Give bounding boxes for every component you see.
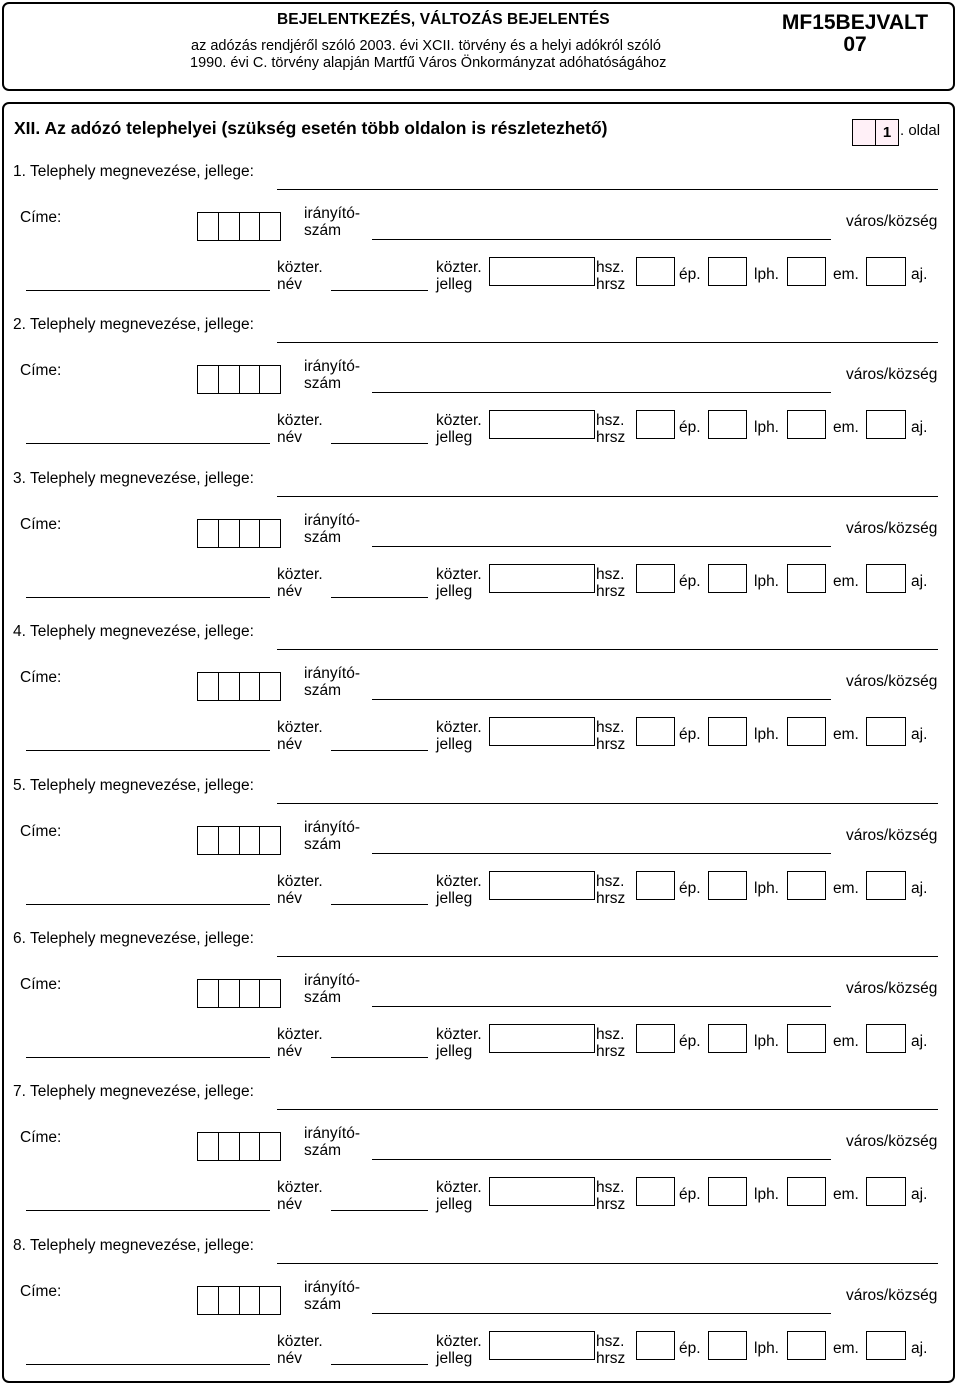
city-input[interactable] xyxy=(372,1159,831,1160)
street-type-label-line-1: közter. xyxy=(436,1179,482,1196)
zip-label-line-1: irányító- xyxy=(304,665,360,682)
house-number-label xyxy=(596,873,625,907)
zip-label-line-1: irányító- xyxy=(304,819,360,836)
stairway-label: lph. xyxy=(754,419,779,436)
door-label: aj. xyxy=(911,266,928,283)
door-label: aj. xyxy=(911,419,928,436)
city-label: város/község xyxy=(846,673,938,690)
street-name-label-line-2: név xyxy=(277,736,302,753)
address-label: Címe: xyxy=(20,1283,62,1300)
street-type-label xyxy=(436,1179,482,1213)
zip-code-boxes xyxy=(197,212,280,241)
building-label: ép. xyxy=(679,573,701,590)
street-name-label-line-1: közter. xyxy=(277,1179,323,1196)
zip-digit-box[interactable] xyxy=(259,1286,281,1315)
street-type-input[interactable] xyxy=(331,1364,428,1365)
site-title: 8. Telephely megnevezése, jellege: xyxy=(13,1237,254,1254)
zip-label xyxy=(304,205,360,239)
zip-digit-box[interactable] xyxy=(259,212,281,241)
house-number-label-line-2: hrsz xyxy=(596,1196,626,1213)
house-number-box[interactable] xyxy=(489,1177,595,1206)
door-label: aj. xyxy=(911,726,928,743)
street-name-label xyxy=(277,566,323,600)
zip-label-line-2: szám xyxy=(304,682,342,699)
address-label: Címe: xyxy=(20,976,62,993)
house-number-box[interactable] xyxy=(489,257,595,286)
stairway-label: lph. xyxy=(754,573,779,590)
house-number-box[interactable] xyxy=(489,717,595,746)
stairway-box[interactable] xyxy=(708,410,747,439)
house-number-label xyxy=(596,259,625,293)
street-name-label-line-2: név xyxy=(277,276,302,293)
zip-digit-box[interactable] xyxy=(239,1286,261,1315)
site-block-3 xyxy=(0,470,960,620)
house-number-label-line-1: hsz. xyxy=(596,259,625,276)
building-label: ép. xyxy=(679,880,701,897)
city-label: város/község xyxy=(846,366,938,383)
floor-label: em. xyxy=(833,1033,859,1050)
address-label: Címe: xyxy=(20,362,62,379)
zip-digit-box[interactable] xyxy=(197,1132,219,1161)
address-label: Címe: xyxy=(20,516,62,533)
zip-digit-box[interactable] xyxy=(239,365,261,394)
form-code-text: MF15BEJVALT xyxy=(781,11,929,34)
zip-digit-box[interactable] xyxy=(239,826,261,855)
street-type-input[interactable] xyxy=(331,1210,428,1211)
zip-label-line-1: irányító- xyxy=(304,358,360,375)
street-name-label-line-2: név xyxy=(277,890,302,907)
house-number-label-line-1: hsz. xyxy=(596,566,625,583)
street-name-label-line-2: név xyxy=(277,1350,302,1367)
site-name-input[interactable] xyxy=(277,803,938,804)
house-number-label-line-1: hsz. xyxy=(596,719,625,736)
site-block-2 xyxy=(0,316,960,466)
zip-digit-box[interactable] xyxy=(218,826,240,855)
house-number-label xyxy=(596,412,625,446)
stairway-label: lph. xyxy=(754,1340,779,1357)
street-name-label xyxy=(277,873,323,907)
door-box[interactable] xyxy=(866,871,906,900)
floor-box[interactable] xyxy=(787,257,826,286)
street-name-label xyxy=(277,1333,323,1367)
zip-label-line-1: irányító- xyxy=(304,205,360,222)
house-number-label-line-2: hrsz xyxy=(596,583,626,600)
house-number-label-line-2: hrsz xyxy=(596,1350,626,1367)
site-name-input[interactable] xyxy=(277,1263,938,1264)
street-type-label-line-1: közter. xyxy=(436,1333,482,1350)
street-name-input[interactable] xyxy=(26,904,270,905)
building-label: ép. xyxy=(679,1340,701,1357)
zip-label-line-1: irányító- xyxy=(304,1125,360,1142)
zip-label xyxy=(304,512,360,546)
building-label: ép. xyxy=(679,1186,701,1203)
zip-label-line-2: szám xyxy=(304,989,342,1006)
zip-label xyxy=(304,1279,360,1313)
zip-code-boxes xyxy=(197,826,280,855)
street-type-input[interactable] xyxy=(331,750,428,751)
door-box[interactable] xyxy=(866,1024,906,1053)
city-label: város/község xyxy=(846,980,938,997)
zip-label-line-2: szám xyxy=(304,222,342,239)
floor-box[interactable] xyxy=(787,1024,826,1053)
street-type-input[interactable] xyxy=(331,1057,428,1058)
address-label: Címe: xyxy=(20,823,62,840)
zip-digit-box[interactable] xyxy=(259,826,281,855)
stairway-box[interactable] xyxy=(708,1331,747,1360)
street-type-label-line-2: jelleg xyxy=(436,1350,473,1367)
city-input[interactable] xyxy=(372,1313,831,1314)
house-number-label-line-1: hsz. xyxy=(596,873,625,890)
zip-digit-box[interactable] xyxy=(239,519,261,548)
street-type-input[interactable] xyxy=(331,443,428,444)
zip-digit-box[interactable] xyxy=(218,672,240,701)
zip-digit-box[interactable] xyxy=(259,365,281,394)
site-name-input[interactable] xyxy=(277,956,938,957)
street-name-input[interactable] xyxy=(26,597,270,598)
zip-label-line-2: szám xyxy=(304,1296,342,1313)
floor-box[interactable] xyxy=(787,871,826,900)
stairway-label: lph. xyxy=(754,1033,779,1050)
site-title: 1. Telephely megnevezése, jellege: xyxy=(13,163,254,180)
stairway-box[interactable] xyxy=(708,717,747,746)
address-label: Címe: xyxy=(20,209,62,226)
house-number-box[interactable] xyxy=(489,871,595,900)
door-box[interactable] xyxy=(866,257,906,286)
site-name-input[interactable] xyxy=(277,1109,938,1110)
address-label: Címe: xyxy=(20,1129,62,1146)
site-title: 7. Telephely megnevezése, jellege: xyxy=(13,1083,254,1100)
zip-digit-box[interactable] xyxy=(239,1132,261,1161)
zip-label xyxy=(304,358,360,392)
street-type-label-line-2: jelleg xyxy=(436,890,473,907)
house-number-label xyxy=(596,1026,625,1060)
zip-digit-box[interactable] xyxy=(218,1286,240,1315)
zip-label-line-2: szám xyxy=(304,1142,342,1159)
floor-box[interactable] xyxy=(787,564,826,593)
zip-label-line-1: irányító- xyxy=(304,1279,360,1296)
zip-digit-box[interactable] xyxy=(197,519,219,548)
house-number-box[interactable] xyxy=(489,1024,595,1053)
street-type-label xyxy=(436,412,482,446)
page-number-box-1[interactable] xyxy=(852,119,876,146)
door-box[interactable] xyxy=(866,717,906,746)
zip-digit-box[interactable] xyxy=(218,212,240,241)
door-label: aj. xyxy=(911,1186,928,1203)
building-label: ép. xyxy=(679,266,701,283)
house-number-label-line-2: hrsz xyxy=(596,736,626,753)
zip-digit-box[interactable] xyxy=(218,1132,240,1161)
door-box[interactable] xyxy=(866,410,906,439)
zip-label-line-1: irányító- xyxy=(304,972,360,989)
street-name-input[interactable] xyxy=(26,1057,270,1058)
city-label: város/község xyxy=(846,520,938,537)
street-type-input[interactable] xyxy=(331,904,428,905)
form-title: BEJELENTKEZÉS, VÁLTOZÁS BEJELENTÉS xyxy=(277,11,610,28)
floor-box[interactable] xyxy=(787,1331,826,1360)
site-block-8 xyxy=(0,1237,960,1387)
zip-label-line-2: szám xyxy=(304,375,342,392)
site-title: 6. Telephely megnevezése, jellege: xyxy=(13,930,254,947)
zip-digit-box[interactable] xyxy=(239,212,261,241)
street-name-label-line-1: közter. xyxy=(277,1026,323,1043)
floor-label: em. xyxy=(833,726,859,743)
zip-code-boxes xyxy=(197,1132,280,1161)
building-label: ép. xyxy=(679,419,701,436)
site-block-7 xyxy=(0,1083,960,1233)
zip-label xyxy=(304,665,360,699)
city-input[interactable] xyxy=(372,546,831,547)
site-title: 3. Telephely megnevezése, jellege: xyxy=(13,470,254,487)
legal-basis-line-2: 1990. évi C. törvény alapján Martfű Város Önkormányzat adóhatóságához xyxy=(190,55,667,71)
zip-code-boxes xyxy=(197,672,280,701)
street-type-label-line-1: közter. xyxy=(436,412,482,429)
zip-digit-box[interactable] xyxy=(239,979,261,1008)
street-name-input[interactable] xyxy=(26,443,270,444)
site-name-input[interactable] xyxy=(277,496,938,497)
form-number: 07 xyxy=(843,33,867,56)
house-number-box[interactable] xyxy=(489,1331,595,1360)
floor-label: em. xyxy=(833,880,859,897)
door-label: aj. xyxy=(911,1340,928,1357)
floor-box[interactable] xyxy=(787,410,826,439)
street-name-label-line-1: közter. xyxy=(277,719,323,736)
street-name-label-line-1: közter. xyxy=(277,259,323,276)
street-name-label xyxy=(277,412,323,446)
street-type-label-line-1: közter. xyxy=(436,719,482,736)
street-type-label xyxy=(436,1333,482,1367)
house-number-label xyxy=(596,1333,625,1367)
zip-digit-box[interactable] xyxy=(259,979,281,1008)
stairway-box[interactable] xyxy=(708,1177,747,1206)
house-number-label-line-1: hsz. xyxy=(596,1179,625,1196)
house-number-label-line-2: hrsz xyxy=(596,429,626,446)
site-name-input[interactable] xyxy=(277,342,938,343)
form-code xyxy=(780,12,930,56)
street-name-label xyxy=(277,1179,323,1213)
street-name-label xyxy=(277,719,323,753)
zip-digit-box[interactable] xyxy=(218,519,240,548)
stairway-label: lph. xyxy=(754,726,779,743)
zip-digit-box[interactable] xyxy=(197,365,219,394)
zip-digit-box[interactable] xyxy=(259,1132,281,1161)
street-name-label xyxy=(277,259,323,293)
legal-basis-line-1: az adózás rendjéről szóló 2003. évi XCII. törvény és a helyi adókról szóló xyxy=(191,38,661,54)
house-number-label-line-2: hrsz xyxy=(596,890,626,907)
house-number-label-line-2: hrsz xyxy=(596,1043,626,1060)
zip-label-line-2: szám xyxy=(304,836,342,853)
floor-label: em. xyxy=(833,266,859,283)
street-name-label-line-1: közter. xyxy=(277,873,323,890)
building-box[interactable] xyxy=(636,871,675,900)
stairway-label: lph. xyxy=(754,266,779,283)
street-type-label-line-2: jelleg xyxy=(436,736,473,753)
city-input[interactable] xyxy=(372,853,831,854)
house-number-box[interactable] xyxy=(489,564,595,593)
site-block-5 xyxy=(0,777,960,927)
stairway-label: lph. xyxy=(754,1186,779,1203)
house-number-label xyxy=(596,566,625,600)
site-block-4 xyxy=(0,623,960,773)
street-name-input[interactable] xyxy=(26,1364,270,1365)
street-type-input[interactable] xyxy=(331,290,428,291)
zip-code-boxes xyxy=(197,519,280,548)
street-type-label-line-1: közter. xyxy=(436,1026,482,1043)
door-box[interactable] xyxy=(866,564,906,593)
street-name-input[interactable] xyxy=(26,750,270,751)
floor-label: em. xyxy=(833,419,859,436)
zip-digit-box[interactable] xyxy=(197,979,219,1008)
floor-label: em. xyxy=(833,573,859,590)
street-name-label-line-1: közter. xyxy=(277,412,323,429)
city-input[interactable] xyxy=(372,239,831,240)
zip-digit-box[interactable] xyxy=(197,826,219,855)
street-type-label-line-1: közter. xyxy=(436,259,482,276)
door-label: aj. xyxy=(911,1033,928,1050)
street-name-label-line-1: közter. xyxy=(277,566,323,583)
door-label: aj. xyxy=(911,573,928,590)
street-type-label-line-1: közter. xyxy=(436,873,482,890)
stairway-box[interactable] xyxy=(708,257,747,286)
zip-digit-box[interactable] xyxy=(239,672,261,701)
zip-digit-box[interactable] xyxy=(259,519,281,548)
city-label: város/község xyxy=(846,1133,938,1150)
street-name-input[interactable] xyxy=(26,1210,270,1211)
door-label: aj. xyxy=(911,880,928,897)
building-box[interactable] xyxy=(636,1024,675,1053)
zip-digit-box[interactable] xyxy=(197,212,219,241)
street-name-label-line-2: név xyxy=(277,429,302,446)
street-name-label-line-1: közter. xyxy=(277,1333,323,1350)
street-type-label-line-2: jelleg xyxy=(436,276,473,293)
building-box[interactable] xyxy=(636,717,675,746)
site-block-1 xyxy=(0,163,960,313)
zip-digit-box[interactable] xyxy=(197,1286,219,1315)
house-number-box[interactable] xyxy=(489,410,595,439)
house-number-label-line-1: hsz. xyxy=(596,1333,625,1350)
street-type-label xyxy=(436,1026,482,1060)
street-name-label-line-2: név xyxy=(277,1043,302,1060)
site-name-input[interactable] xyxy=(277,189,938,190)
building-box[interactable] xyxy=(636,410,675,439)
city-input[interactable] xyxy=(372,1006,831,1007)
zip-digit-box[interactable] xyxy=(259,672,281,701)
house-number-label xyxy=(596,719,625,753)
door-box[interactable] xyxy=(866,1331,906,1360)
street-type-label xyxy=(436,873,482,907)
door-box[interactable] xyxy=(866,1177,906,1206)
stairway-box[interactable] xyxy=(708,1024,747,1053)
floor-label: em. xyxy=(833,1186,859,1203)
house-number-label-line-1: hsz. xyxy=(596,1026,625,1043)
zip-code-boxes xyxy=(197,365,280,394)
city-label: város/község xyxy=(846,1287,938,1304)
house-number-label-line-1: hsz. xyxy=(596,412,625,429)
floor-label: em. xyxy=(833,1340,859,1357)
zip-digit-box[interactable] xyxy=(197,672,219,701)
site-title: 4. Telephely megnevezése, jellege: xyxy=(13,623,254,640)
site-block-6 xyxy=(0,930,960,1080)
street-type-label-line-2: jelleg xyxy=(436,1196,473,1213)
page-suffix: . oldal xyxy=(900,122,941,139)
floor-box[interactable] xyxy=(787,1177,826,1206)
street-type-label xyxy=(436,566,482,600)
stairway-box[interactable] xyxy=(708,564,747,593)
zip-digit-box[interactable] xyxy=(218,365,240,394)
zip-label-line-1: irányító- xyxy=(304,512,360,529)
stairway-box[interactable] xyxy=(708,871,747,900)
building-box[interactable] xyxy=(636,1177,675,1206)
floor-box[interactable] xyxy=(787,717,826,746)
house-number-label xyxy=(596,1179,625,1213)
street-name-label-line-2: név xyxy=(277,1196,302,1213)
zip-label xyxy=(304,972,360,1006)
section-title: XII. Az adózó telephelyei (szükség esetén több oldalon is részletezhető) xyxy=(14,118,608,138)
site-title: 5. Telephely megnevezése, jellege: xyxy=(13,777,254,794)
house-number-label-line-2: hrsz xyxy=(596,276,626,293)
street-type-label xyxy=(436,259,482,293)
zip-label xyxy=(304,1125,360,1159)
building-box[interactable] xyxy=(636,1331,675,1360)
zip-code-boxes xyxy=(197,1286,280,1315)
zip-label-line-2: szám xyxy=(304,529,342,546)
city-input[interactable] xyxy=(372,392,831,393)
site-name-input[interactable] xyxy=(277,649,938,650)
zip-label xyxy=(304,819,360,853)
street-type-label xyxy=(436,719,482,753)
city-label: város/község xyxy=(846,213,938,230)
street-type-label-line-2: jelleg xyxy=(436,429,473,446)
city-input[interactable] xyxy=(372,699,831,700)
building-box[interactable] xyxy=(636,564,675,593)
street-type-label-line-2: jelleg xyxy=(436,583,473,600)
street-name-label-line-2: név xyxy=(277,583,302,600)
zip-code-boxes xyxy=(197,979,280,1008)
street-type-input[interactable] xyxy=(331,597,428,598)
site-title: 2. Telephely megnevezése, jellege: xyxy=(13,316,254,333)
city-label: város/község xyxy=(846,827,938,844)
building-label: ép. xyxy=(679,1033,701,1050)
zip-digit-box[interactable] xyxy=(218,979,240,1008)
building-label: ép. xyxy=(679,726,701,743)
page-number-box-2[interactable]: 1 xyxy=(875,119,899,146)
street-name-input[interactable] xyxy=(26,290,270,291)
address-label: Címe: xyxy=(20,669,62,686)
street-type-label-line-1: közter. xyxy=(436,566,482,583)
building-box[interactable] xyxy=(636,257,675,286)
street-name-label xyxy=(277,1026,323,1060)
stairway-label: lph. xyxy=(754,880,779,897)
street-type-label-line-2: jelleg xyxy=(436,1043,473,1060)
